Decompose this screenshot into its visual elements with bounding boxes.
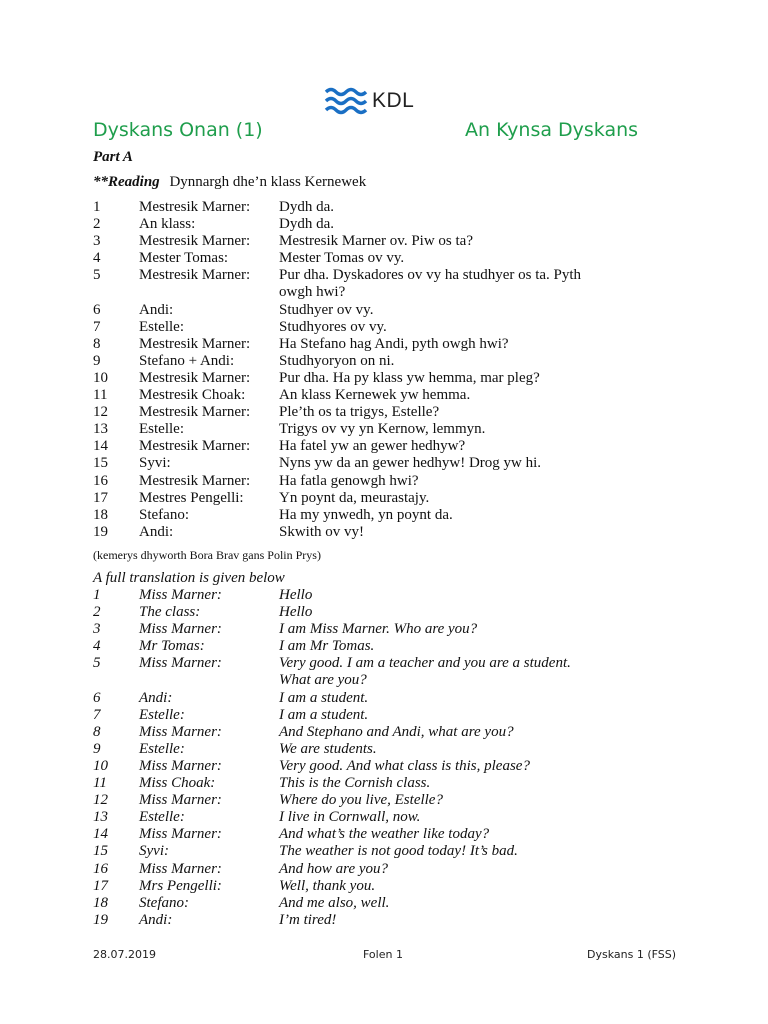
utterance — [279, 370, 659, 387]
utterance — [279, 524, 659, 541]
line-row — [93, 438, 659, 455]
utterance — [279, 843, 659, 860]
line-number: 19 — [93, 523, 108, 540]
line-number: 7 — [93, 318, 101, 335]
line-row — [93, 524, 659, 541]
utterance — [279, 912, 659, 929]
utterance-line: I am Miss Marner. Who are you? — [279, 621, 478, 638]
speaker: Mester Tomas: — [139, 250, 229, 267]
line-number: 17 — [93, 877, 108, 894]
utterance — [279, 895, 659, 912]
utterance-line: Mestresik Marner ov. Piw os ta? — [279, 233, 473, 250]
speaker: Miss Marner: — [139, 757, 222, 774]
line-row — [93, 621, 659, 638]
speaker: Mr Tomas: — [139, 638, 205, 655]
utterance — [279, 638, 659, 655]
line-number: 10 — [93, 757, 108, 774]
speaker: Estelle: — [139, 421, 184, 438]
utterance-line: An klass Kernewek yw hemma. — [279, 387, 471, 404]
line-number: 15 — [93, 455, 108, 472]
footer-course: Dyskans 1 (FSS) — [587, 948, 677, 961]
utterance-line: Dydh da. — [279, 199, 334, 215]
utterance — [279, 724, 659, 741]
utterance — [279, 741, 659, 758]
utterance — [279, 336, 659, 353]
line-row — [93, 267, 659, 301]
speaker: Estelle: — [139, 809, 185, 826]
utterance — [279, 490, 659, 507]
utterance-line: What are you? — [279, 672, 367, 689]
speaker: Miss Marner: — [139, 723, 222, 740]
utterance-line: And what’s the weather like today? — [279, 826, 490, 843]
utterance — [279, 775, 659, 792]
utterance-line: I am a student. — [279, 706, 369, 723]
kdl-logo — [324, 86, 414, 116]
line-row — [93, 792, 659, 809]
speaker: Miss Marner: — [139, 792, 222, 809]
utterance-line: I am a student. — [279, 689, 369, 706]
speaker: Mestresik Marner: — [139, 233, 251, 250]
source-credit: (kemerys dhyworth Bora Brav gans Polin Prys) — [93, 548, 321, 562]
utterance-line: Pur dha. Ha py klass yw hemma, mar pleg? — [279, 369, 540, 386]
reading-heading — [93, 174, 366, 191]
utterance — [279, 353, 659, 370]
line-number: 5 — [93, 655, 101, 672]
speaker: Syvi: — [139, 455, 171, 472]
speaker: Andi: — [139, 911, 173, 928]
utterance — [279, 387, 659, 404]
utterance — [279, 655, 659, 689]
line-row — [93, 587, 659, 604]
utterance-line: Skwith ov vy! — [279, 523, 365, 540]
line-row — [93, 455, 659, 472]
speaker: Andi: — [139, 689, 173, 706]
utterance-line: And Stephano and Andi, what are you? — [279, 723, 514, 740]
reading-label: **Reading — [93, 174, 160, 190]
line-number: 9 — [93, 740, 101, 757]
utterance-line: Very good. And what class is this, please? — [279, 757, 530, 774]
utterance — [279, 404, 659, 421]
utterance — [279, 809, 659, 826]
utterance-line: We are students. — [279, 740, 377, 757]
speaker: Mestresik Marner: — [139, 335, 251, 352]
line-row — [93, 861, 659, 878]
lesson-title-cornish: An Kynsa Dyskans — [465, 119, 639, 141]
speaker: Mestresik Marner: — [139, 438, 251, 455]
utterance-line: This is the Cornish class. — [279, 775, 431, 792]
speaker: Mestresik Marner: — [139, 404, 251, 421]
line-number: 1 — [93, 587, 101, 603]
utterance-line: Ha my ynwedh, yn poynt da. — [279, 506, 453, 523]
speaker: Andi: — [139, 523, 174, 540]
utterance-line: Studhyores ov vy. — [279, 318, 387, 335]
line-row — [93, 707, 659, 724]
line-row — [93, 655, 659, 689]
line-number: 8 — [93, 723, 101, 740]
utterance-line: I’m tired! — [279, 911, 337, 928]
speaker: Estelle: — [139, 318, 184, 335]
line-number: 15 — [93, 843, 108, 860]
speaker: Stefano: — [139, 894, 189, 911]
line-row — [93, 216, 659, 233]
lesson-title: Dyskans Onan (1) — [93, 119, 263, 141]
line-row — [93, 199, 659, 216]
line-row — [93, 741, 659, 758]
line-row — [93, 895, 659, 912]
utterance — [279, 690, 659, 707]
line-row — [93, 604, 659, 621]
line-row — [93, 690, 659, 707]
line-row — [93, 507, 659, 524]
line-number: 18 — [93, 506, 108, 523]
speaker: An klass: — [139, 216, 196, 233]
line-number: 11 — [93, 775, 107, 792]
line-number: 12 — [93, 792, 108, 809]
line-number: 6 — [93, 301, 101, 318]
utterance-line: Pur dha. Dyskadores ov vy ha studhyer os ta. Pyth — [279, 267, 582, 284]
line-row — [93, 233, 659, 250]
utterance — [279, 758, 659, 775]
line-number: 10 — [93, 369, 108, 386]
utterance — [279, 233, 659, 250]
line-number: 14 — [93, 826, 108, 843]
line-row — [93, 638, 659, 655]
line-row — [93, 370, 659, 387]
speaker: Estelle: — [139, 740, 185, 757]
line-row — [93, 250, 659, 267]
line-number: 13 — [93, 809, 108, 826]
line-number: 18 — [93, 894, 108, 911]
line-row — [93, 878, 659, 895]
line-number: 19 — [93, 911, 108, 928]
utterance — [279, 826, 659, 843]
speaker: Mestresik Marner: — [139, 199, 251, 215]
speaker: Miss Marner: — [139, 860, 222, 877]
translation-list — [93, 587, 659, 929]
speaker: Mestres Pengelli: — [139, 489, 244, 506]
line-number: 8 — [93, 335, 101, 352]
utterance-line: Ha fatla genowgh hwi? — [279, 472, 419, 489]
utterance-line: Studhyoryon on ni. — [279, 352, 395, 369]
line-row — [93, 302, 659, 319]
line-number: 4 — [93, 250, 101, 267]
footer-folio: Folen 1 — [363, 948, 403, 961]
line-row — [93, 775, 659, 792]
line-number: 2 — [93, 216, 101, 233]
line-number: 11 — [93, 387, 108, 404]
line-number: 16 — [93, 472, 108, 489]
utterance-line: Trigys ov vy yn Kernow, lemmyn. — [279, 421, 486, 438]
utterance-line: Ha Stefano hag Andi, pyth owgh hwi? — [279, 335, 509, 352]
line-row — [93, 336, 659, 353]
utterance-line: Very good. I am a teacher and you are a student. — [279, 655, 571, 672]
utterance — [279, 216, 659, 233]
utterance-line: Dydh da. — [279, 216, 334, 233]
utterance-line: Ple’th os ta trigys, Estelle? — [279, 404, 440, 421]
utterance-line: Hello — [279, 587, 313, 603]
utterance — [279, 507, 659, 524]
line-number: 1 — [93, 199, 101, 215]
line-row — [93, 473, 659, 490]
line-row — [93, 404, 659, 421]
speaker: Mestresik Marner: — [139, 369, 251, 386]
utterance — [279, 861, 659, 878]
line-number: 4 — [93, 638, 101, 655]
utterance-line: Well, thank you. — [279, 877, 376, 894]
utterance-line: owgh hwi? — [279, 284, 346, 301]
line-row — [93, 809, 659, 826]
line-number: 13 — [93, 421, 108, 438]
dialogue-list — [93, 199, 659, 541]
line-number: 16 — [93, 860, 108, 877]
line-number: 9 — [93, 352, 101, 369]
utterance — [279, 621, 659, 638]
part-label: Part A — [93, 149, 133, 165]
line-row — [93, 758, 659, 775]
line-number: 7 — [93, 706, 101, 723]
line-number: 3 — [93, 621, 101, 638]
speaker: Stefano + Andi: — [139, 352, 235, 369]
utterance-line: Yn poynt da, meurastajy. — [279, 489, 430, 506]
utterance-line: Nyns yw da an gewer hedhyw! Drog yw hi. — [279, 455, 542, 472]
speaker: Andi: — [139, 301, 174, 318]
reading-text: Dynnargh dhe’n klass Kernewek — [169, 174, 367, 190]
utterance — [279, 267, 659, 301]
speaker: Mestresik Marner: — [139, 472, 251, 489]
utterance — [279, 878, 659, 895]
waves-icon — [324, 86, 368, 116]
logo-text: KDL — [372, 89, 415, 112]
utterance — [279, 473, 659, 490]
line-number: 2 — [93, 604, 101, 621]
line-row — [93, 353, 659, 370]
speaker: Miss Marner: — [139, 587, 222, 603]
speaker: Miss Marner: — [139, 826, 222, 843]
line-row — [93, 387, 659, 404]
speaker: Stefano: — [139, 506, 189, 523]
utterance — [279, 199, 659, 216]
translation-title: A full translation is given below — [93, 570, 285, 586]
utterance-line: Where do you live, Estelle? — [279, 792, 443, 809]
line-row — [93, 421, 659, 438]
line-number: 14 — [93, 438, 108, 455]
utterance — [279, 604, 659, 621]
utterance-line: The weather is not good today! It’s bad. — [279, 843, 518, 860]
utterance-line: Mester Tomas ov vy. — [279, 250, 405, 267]
line-row — [93, 826, 659, 843]
line-row — [93, 490, 659, 507]
utterance-line: I am Mr Tomas. — [279, 638, 375, 655]
line-row — [93, 912, 659, 929]
utterance — [279, 250, 659, 267]
speaker: Miss Marner: — [139, 621, 222, 638]
footer-date: 28.07.2019 — [93, 948, 156, 961]
utterance — [279, 421, 659, 438]
line-number: 6 — [93, 689, 101, 706]
utterance-line: Studhyer ov vy. — [279, 301, 374, 318]
speaker: The class: — [139, 604, 201, 621]
utterance — [279, 587, 659, 604]
speaker: Syvi: — [139, 843, 169, 860]
speaker: Mestresik Choak: — [139, 387, 246, 404]
speaker: Estelle: — [139, 706, 185, 723]
speaker: Miss Choak: — [139, 775, 216, 792]
utterance — [279, 319, 659, 336]
utterance — [279, 438, 659, 455]
utterance — [279, 302, 659, 319]
line-number: 5 — [93, 267, 101, 284]
utterance — [279, 455, 659, 472]
utterance-line: And me also, well. — [279, 894, 390, 911]
speaker: Mestresik Marner: — [139, 267, 251, 284]
utterance-line: Ha fatel yw an gewer hedhyw? — [279, 438, 466, 455]
line-row — [93, 843, 659, 860]
utterance-line: Hello — [279, 604, 313, 621]
utterance-line: I live in Cornwall, now. — [279, 809, 421, 826]
line-number: 3 — [93, 233, 101, 250]
line-row — [93, 319, 659, 336]
speaker: Mrs Pengelli: — [139, 877, 222, 894]
utterance-line: And how are you? — [279, 860, 389, 877]
speaker: Miss Marner: — [139, 655, 222, 672]
utterance — [279, 792, 659, 809]
line-number: 17 — [93, 489, 108, 506]
line-row — [93, 724, 659, 741]
line-number: 12 — [93, 404, 108, 421]
utterance — [279, 707, 659, 724]
